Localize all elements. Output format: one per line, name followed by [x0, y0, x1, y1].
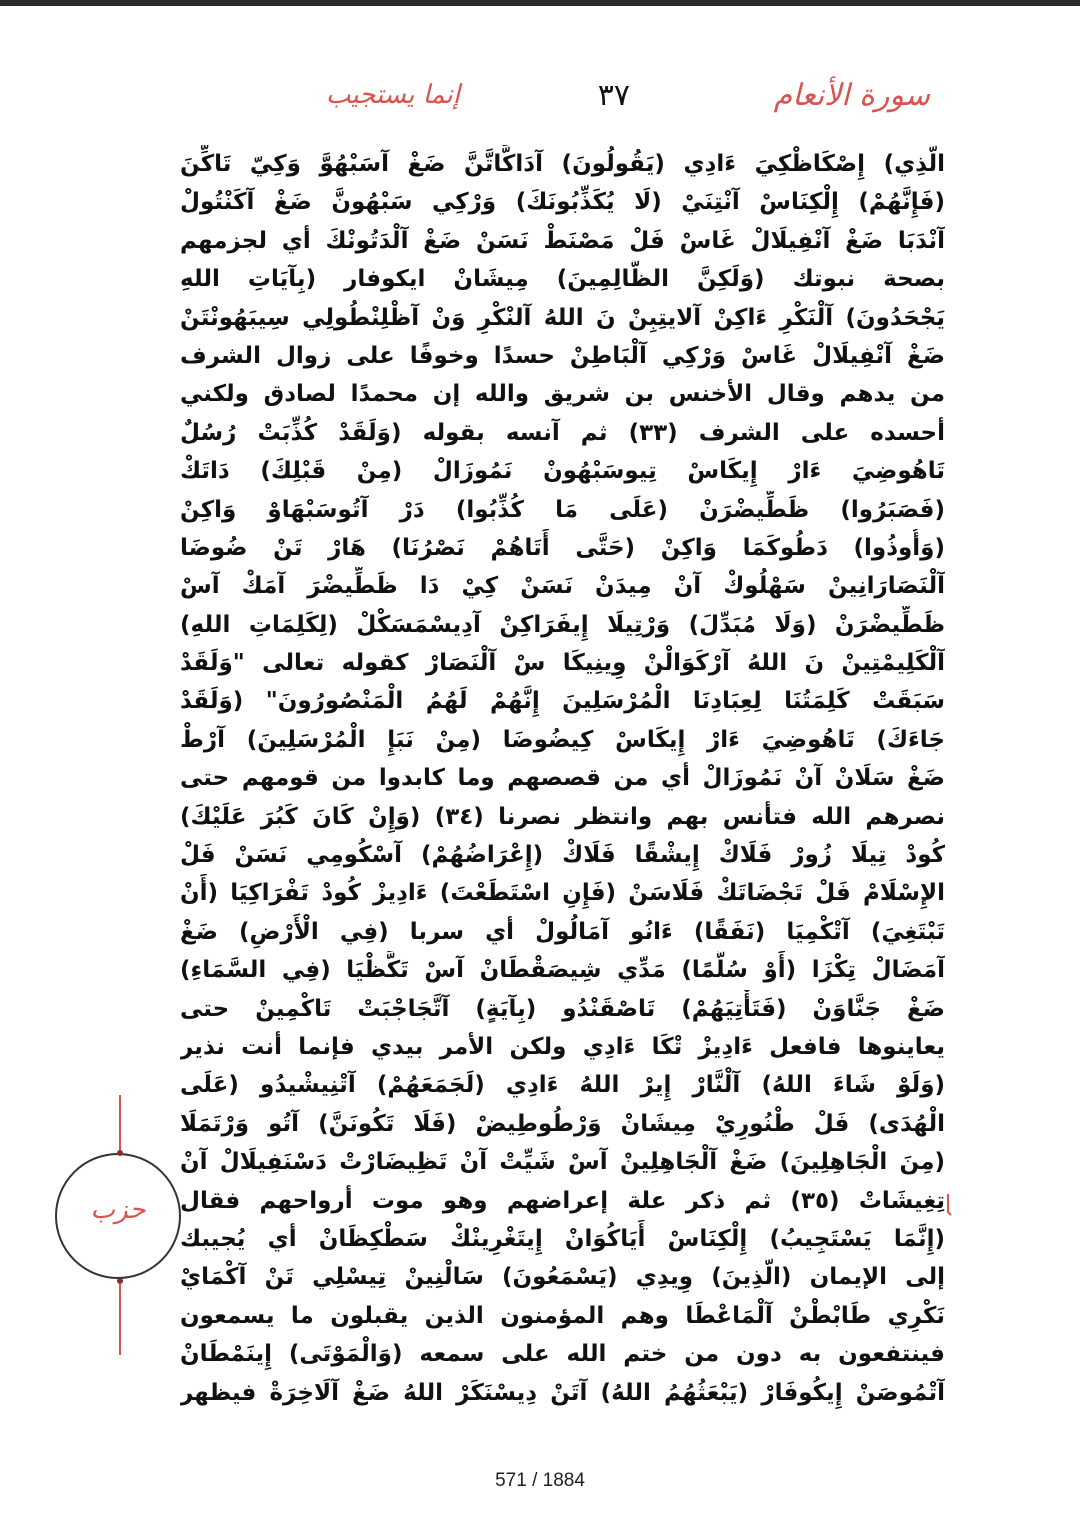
text-line: الإِسْلَامْ فَلْ تَجْضَاتَكْ فَلَاسَنْ (فَإِنِ اسْتَطَعْتَ) ءَادِيزْ كُودْ تَفْرَاكِيَا (أَنْ [180, 880, 945, 907]
scan-top-edge [0, 0, 1080, 6]
text-line: آنْدَبَا ضَغْ آنْفِيلَالْ غَاسْ فَلْ مَصْنَطْ نَسَنْ ضَغْ آلْدَتُونْكَ أي لجزمهم [180, 227, 945, 254]
text-line: نَكْرِي طَابْطْنْ آلْمَاعْطَا وهم المؤمنون الذين يقبلون ما يسمعون [180, 1302, 945, 1329]
text-line: ضَغْ جَنَّاوَنْ (فَتَأْتِيَهُمْ) تَاصْقَنْدُو (بِآيَةٍ) آتَّجَاجْبَتْ تَاكْمِينْ حتى [180, 995, 945, 1022]
text-line: بصحة نبوتك (وَلَكِنَّ الظَّالِمِينَ) مِيشَانْ ايكوفار (بِآيَاتِ اللهِ [180, 266, 945, 293]
text-line: إلى الإيمان (الَّذِينَ) وِيدِي (يَسْمَعُونَ) سَالْنِينْ تِيسْلِي تَنْ آكْمَايْ [180, 1264, 945, 1291]
text-line: يَجْحَدُونَ) آلْنَكْرِ ءَاكِنْ آلايتِبِنْ نَ اللهُ آلنْكْرِ وَنْ آظْلِنْطُولِي سِيبَهُونْتَنْ [180, 304, 945, 331]
text-line: (وَأُوذُوا) دَطُوكَمَا وَاكِنْ (حَتَّى أَتَاهُمْ نَصْرُنَا) هَارْ تَنْ ضُوضَا [180, 534, 945, 561]
text-line: (فَصَبَرُوا) ظَطِّيضْرَنْ (عَلَى مَا كُذِّبُوا) دَرْ آتُوسَبْهَاوْ وَاكِنْ [180, 496, 945, 523]
hizb-label: حزب [90, 1195, 146, 1225]
text-line: ضَغْ سَلَانْ آنْ نَمُوزَالْ أي من قصصهم وما كابدوا من قومهم حتى [180, 765, 945, 792]
verse-start-marker-icon [944, 1192, 952, 1218]
text-line: كُودْ تِيلَا زُورْ فَلَاكْ إِيشْقًا فَلَاكْ (إِعْرَاضُهُمْ) آسْكُومِي نَسَنْ فَلْ [180, 842, 945, 869]
text-line: تَبْتَغِيَ) آتْكْمِيَا (نَفَقًا) ءَانُو آمَالُولْ أي سربا (فِي الْأَرْضِ) ضَغْ [180, 918, 945, 945]
page-number: ٣٧ [597, 78, 630, 113]
text-line: (وَلَوْ شَاءَ اللهُ) آلْنَّارْ إِيرْ اللهُ ءَادِي (لَجَمَعَهُمْ) آتْنِيشْيدُو (عَلَى [180, 1072, 945, 1099]
text-line: تَاهُوضِيَ ءَارْ إِيكَاسْ تِيوسَبْهُونْ نَمُوزَالْ (مِنْ قَبْلِكَ) دَاتَكْ [180, 458, 945, 485]
text-line: سَبَقَتْ كَلِمَتُنَا لِعِبَادِنَا الْمُرْسَلِينَ إِنَّهُمْ لَهُمُ الْمَنْصُورُونَ" (وَلَقَدْ [180, 688, 945, 715]
margin-stem-icon [110, 1095, 130, 1355]
text-line: آمَضَالْ تِكْزَا (أَوْ سُلَّمًا) مَدِّي شِيصَقْطَانْ آسْ تَكَّظْيَا (فِي السَّمَاءِ) [180, 957, 945, 984]
text-line: فينتفعون به دون من ختم الله على سمعه (وَالْمَوْتَى) إِينَمْطَانْ [180, 1341, 945, 1368]
surah-title: سورة الأنعام [773, 78, 930, 113]
text-line: ضَغْ آنْفِيلَالْ غَاسْ وَرْكِي آلْبَاطِنْ حسدًا وخوفًا على زوال الشرف [180, 342, 945, 369]
text-line: (إِنَّمَا يَسْتَجِيبُ) إِلْكِنَاسْ أَيَاكُوَانْ إِيتَغْرِينْكْ سَطْكِظَانْ أي يُجيبك [180, 1225, 945, 1252]
text-line: (فَإِنَّهُمْ) إِلْكِنَاسْ آنْتِنَيْ (لَا يُكَذِّبُونَكَ) وَرْكِي سَبْهُونَّ ضَغْ آكَنْتُولْ [180, 189, 945, 216]
text-line: آلْكَلِيمْتِينْ نَ اللهُ آرْكَوَالْنْ وِينِيكَا سْ آلْنَصَارْ كقوله تعالى "وَلَقَدْ [180, 650, 945, 677]
text-line: الَّذِي) إِصْكَاظْكِيَ ءَادِي (يَقُولُونَ) آدَاكَّاتَّنَّ ضَغْ آسَبْهُوَّ وَكِيّ تَاكِّنَ [180, 151, 945, 177]
text-line: من يدهم وقال الأخنس بن شريق والله إن محمدًا لصادق ولكني [180, 381, 945, 408]
text-line: ظَطِّيضْرَنْ (وَلَا مُبَدِّلَ) وَرْتِيلَا إِيفَرَاكِنْ آدِيسْمَسَكْلْ (لِكَلِمَاتِ اللهِ) [180, 611, 945, 638]
page-header [250, 70, 930, 130]
text-line: يعاينوها فافعل ءَادِيزْ تْكَا ءَادِي ولكن الأمر بيدي فإنما أنت نذير [180, 1033, 945, 1060]
text-line: آلْنَصَارَانِينْ سَهْلُوكْ آنْ مِيدَنْ نَسَنْ كِيْ دَا ظَطِّيضْرَ آمَكْ آسْ [180, 573, 945, 600]
text-line: تِغِيشَاتْ (٣٥) ثم ذكر علة إعراضهم وهو موت أرواحهم فقال [180, 1187, 945, 1214]
text-line: الْهُدَى) فَلْ طْنُورِيْ مِيشَانْ وَرْطُوطِيضْ (فَلَا تَكُونَنَّ) آتُو وَرْتَمَلَا [180, 1110, 945, 1137]
text-line: أحسده على الشرف (٣٣) ثم آنسه بقوله (وَلَقَدْ كُذِّبَتْ رُسُلٌ [180, 419, 945, 446]
text-line: (مِنَ الْجَاهِلِينَ) ضَغْ آلْجَاهِلِينْ آسْ شَيِّتْ آنْ تَظِيضَارْتْ دَسْنَفِيلَالْ آنْ [180, 1149, 945, 1176]
text-line: آتْمُوصَنْ إِيكُوفَارْ (يَبْعَثُهُمُ اللهُ) آتَنْ دِيسْنَكَرْ اللهُ ضَغْ آلَاخِرَةْ فيظهر [180, 1379, 945, 1406]
text-line: نصرهم الله فتأنس بهم وانتظر نصرنا (٣٤) (وَإِنْ كَانَ كَبُرَ عَلَيْكَ) [180, 803, 945, 830]
page-counter: 571 / 1884 [495, 1470, 585, 1491]
text-line: جَاءَكَ) تَاهُوضِيَ ءَارْ إِيكَاسْ كِيضُوضَا (مِنْ نَبَإِ الْمُرْسَلِينَ) آرْطْ [180, 726, 945, 753]
verse-heading-note: إنما يستجيب [325, 80, 460, 110]
page-text [180, 145, 945, 1412]
